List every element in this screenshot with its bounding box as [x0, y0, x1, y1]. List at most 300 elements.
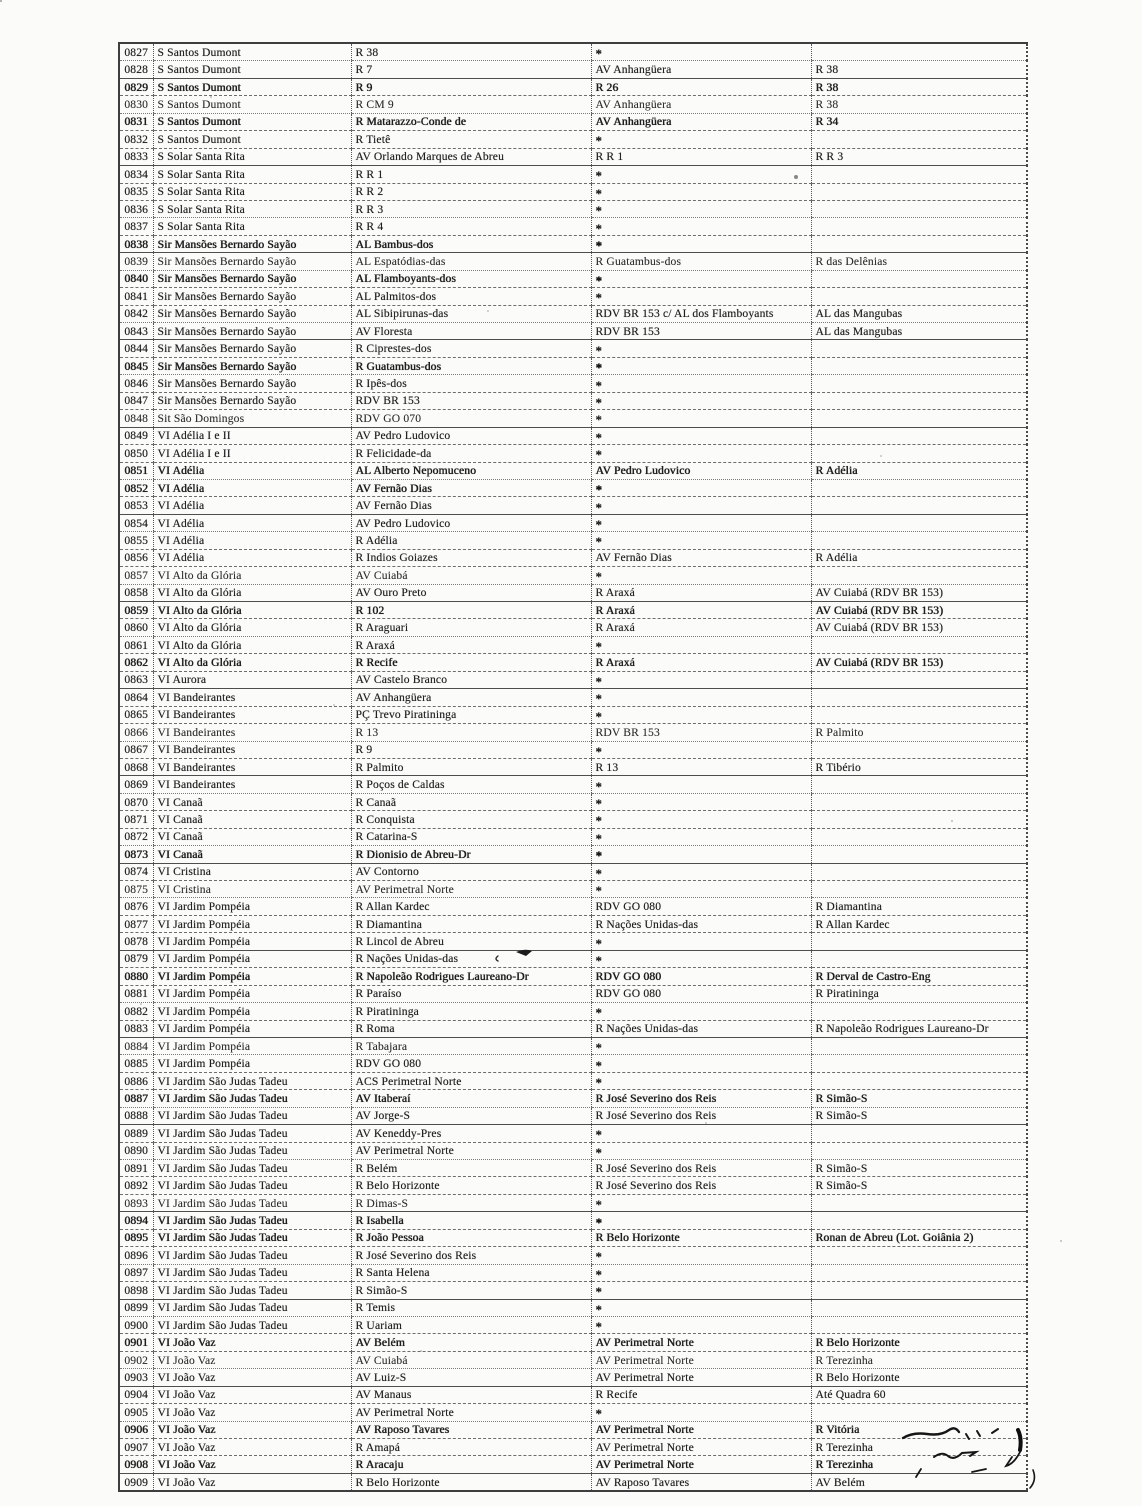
street-cell: AL Palmitos-dos — [351, 288, 591, 305]
cross-street-2-cell: R Simão-S — [811, 1160, 1027, 1177]
cross-street-1-cell — [591, 183, 811, 200]
table-row — [119, 950, 1027, 967]
sector-cell: S Santos Dumont — [153, 96, 351, 113]
cross-street-1-cell — [591, 811, 811, 828]
cross-street-1-cell: RDV GO 080 — [591, 968, 811, 985]
row-id-cell: 0848 — [119, 410, 153, 427]
cross-street-1-cell: AV Perimetral Norte — [591, 1421, 811, 1438]
cross-street-1-cell — [591, 288, 811, 305]
sector-cell: VI Jardim São Judas Tadeu — [153, 1177, 351, 1194]
cross-street-2-cell — [811, 131, 1027, 148]
sector-cell: Sir Mansões Bernardo Sayão — [153, 235, 351, 252]
empty-marker: * — [595, 1057, 603, 1073]
table-row — [119, 1264, 1027, 1281]
sector-cell: VI Bandeirantes — [153, 741, 351, 758]
empty-marker: * — [595, 534, 603, 550]
cross-street-2-cell — [811, 166, 1027, 183]
street-cell: R Araxá — [351, 636, 591, 653]
cross-street-1-cell: R José Severino dos Reis — [591, 1177, 811, 1194]
table-row — [119, 706, 1027, 723]
cross-street-1-cell: AV Anhangüera — [591, 113, 811, 130]
row-id-cell: 0870 — [119, 793, 153, 810]
row-id-cell: 0846 — [119, 375, 153, 392]
table-row — [119, 915, 1027, 932]
cross-street-1-cell: AV Raposo Tavares — [591, 1473, 811, 1491]
sector-cell: VI Jardim Pompéia — [153, 915, 351, 932]
row-id-cell: 0889 — [119, 1125, 153, 1142]
cross-street-2-cell — [811, 950, 1027, 967]
sector-cell: VI Adélia — [153, 479, 351, 496]
street-cell: R 9 — [351, 741, 591, 758]
sector-cell: VI Jardim São Judas Tadeu — [153, 1107, 351, 1124]
cross-street-2-cell: R Napoleão Rodrigues Laureano-Dr — [811, 1020, 1027, 1037]
cross-street-2-cell: R Vitória — [811, 1421, 1027, 1438]
cross-street-2-cell: R Allan Kardec — [811, 915, 1027, 932]
row-id-cell: 0887 — [119, 1090, 153, 1107]
sector-cell: VI Adélia — [153, 549, 351, 566]
sector-cell: Sir Mansões Bernardo Sayão — [153, 270, 351, 287]
cross-street-2-cell: AL das Mangubas — [811, 305, 1027, 322]
row-id-cell: 0907 — [119, 1439, 153, 1456]
cross-street-2-cell: R Adélia — [811, 462, 1027, 479]
cross-street-2-cell: R Belo Horizonte — [811, 1334, 1027, 1351]
table-row — [119, 828, 1027, 845]
table-row — [119, 1369, 1027, 1386]
street-cell: R Tabajara — [351, 1037, 591, 1054]
sector-cell: VI Bandeirantes — [153, 758, 351, 775]
street-cell: PÇ Trevo Piratininga — [351, 706, 591, 723]
street-cell: R Dionisio de Abreu-Dr — [351, 846, 591, 863]
row-id-cell: 0877 — [119, 915, 153, 932]
cross-street-2-cell: R 34 — [811, 113, 1027, 130]
row-id-cell: 0869 — [119, 776, 153, 793]
table-row — [119, 1107, 1027, 1124]
cross-street-1-cell — [591, 1003, 811, 1020]
sector-cell: S Solar Santa Rita — [153, 218, 351, 235]
table-row — [119, 375, 1027, 392]
street-cell: AV Perimetral Norte — [351, 881, 591, 898]
table-row — [119, 1142, 1027, 1159]
cross-street-2-cell: AV Cuiabá (RDV BR 153) — [811, 619, 1027, 636]
street-cell: AV Pedro Ludovico — [351, 514, 591, 531]
table-row — [119, 1160, 1027, 1177]
empty-marker: * — [595, 412, 603, 428]
table-row — [119, 619, 1027, 636]
table-row — [119, 532, 1027, 549]
street-cell: R Isabella — [351, 1212, 591, 1229]
row-id-cell: 0900 — [119, 1316, 153, 1333]
table-row — [119, 776, 1027, 793]
sector-cell: VI Jardim Pompéia — [153, 1003, 351, 1020]
table-row — [119, 1299, 1027, 1316]
row-id-cell: 0829 — [119, 78, 153, 95]
row-id-cell: 0827 — [119, 43, 153, 61]
cross-street-1-cell: R Araxá — [591, 584, 811, 601]
table-row — [119, 1351, 1027, 1368]
cross-street-1-cell — [591, 357, 811, 374]
cross-street-2-cell — [811, 235, 1027, 252]
row-id-cell: 0880 — [119, 968, 153, 985]
empty-marker: * — [595, 46, 603, 61]
row-id-cell: 0861 — [119, 636, 153, 653]
sector-cell: VI Jardim Pompéia — [153, 968, 351, 985]
table-row — [119, 200, 1027, 217]
row-id-cell: 0836 — [119, 200, 153, 217]
row-id-cell: 0893 — [119, 1194, 153, 1211]
cross-street-2-cell — [811, 1194, 1027, 1211]
row-id-cell: 0902 — [119, 1351, 153, 1368]
street-cell: AL Sibipirunas-das — [351, 305, 591, 322]
cross-street-1-cell — [591, 270, 811, 287]
empty-marker: * — [595, 482, 603, 497]
cross-street-2-cell — [811, 741, 1027, 758]
sector-cell: VI João Vaz — [153, 1386, 351, 1403]
empty-marker: * — [595, 272, 603, 288]
street-cell: AL Bambus-dos — [351, 235, 591, 252]
row-id-cell: 0857 — [119, 567, 153, 584]
cross-street-2-cell — [811, 183, 1027, 200]
cross-street-1-cell — [591, 1037, 811, 1054]
cross-street-1-cell — [591, 166, 811, 183]
sector-cell: VI Jardim Pompéia — [153, 1020, 351, 1037]
sector-cell: VI Jardim São Judas Tadeu — [153, 1072, 351, 1089]
cross-street-2-cell — [811, 43, 1027, 61]
row-id-cell: 0847 — [119, 392, 153, 409]
empty-marker: * — [595, 1075, 603, 1090]
street-cell: R Canaã — [351, 793, 591, 810]
sector-cell: VI Jardim São Judas Tadeu — [153, 1316, 351, 1333]
cross-street-2-cell: R 38 — [811, 78, 1027, 95]
cross-street-1-cell — [591, 1212, 811, 1229]
cross-street-1-cell: R Nações Unidas-das — [591, 915, 811, 932]
empty-marker: * — [595, 1301, 603, 1317]
cross-street-1-cell — [591, 445, 811, 462]
cross-street-2-cell — [811, 706, 1027, 723]
cross-street-2-cell: R Terezinha — [811, 1439, 1027, 1456]
empty-marker: * — [595, 1005, 603, 1020]
sector-cell: S Santos Dumont — [153, 113, 351, 130]
cross-street-1-cell — [591, 200, 811, 217]
cross-street-1-cell: R José Severino dos Reis — [591, 1090, 811, 1107]
row-id-cell: 0881 — [119, 985, 153, 1002]
street-cell: R Matarazzo-Conde de — [351, 113, 591, 130]
street-cell: R 9 — [351, 78, 591, 95]
sector-cell: VI Bandeirantes — [153, 776, 351, 793]
cross-street-1-cell — [591, 514, 811, 531]
cross-street-1-cell: R José Severino dos Reis — [591, 1107, 811, 1124]
sector-cell: Sir Mansões Bernardo Sayão — [153, 375, 351, 392]
street-cell: AV Jorge-S — [351, 1107, 591, 1124]
row-id-cell: 0908 — [119, 1456, 153, 1473]
cross-street-2-cell — [811, 1404, 1027, 1421]
street-cell: R 7 — [351, 61, 591, 78]
cross-street-1-cell: AV Perimetral Norte — [591, 1369, 811, 1386]
table-row — [119, 253, 1027, 270]
sector-cell: Sir Mansões Bernardo Sayão — [153, 323, 351, 340]
street-cell: AV Contorno — [351, 863, 591, 880]
table-row — [119, 235, 1027, 252]
street-cell: R Recife — [351, 654, 591, 671]
table-row — [119, 1055, 1027, 1072]
cross-street-1-cell — [591, 741, 811, 758]
cross-street-1-cell: R Guatambus-dos — [591, 253, 811, 270]
cross-street-1-cell: R R 1 — [591, 148, 811, 165]
cross-street-2-cell — [811, 811, 1027, 828]
sector-cell: Sir Mansões Bernardo Sayão — [153, 392, 351, 409]
table-row — [119, 61, 1027, 78]
cross-street-2-cell — [811, 933, 1027, 950]
street-cell: AV Raposo Tavares — [351, 1421, 591, 1438]
sector-cell: VI Canaã — [153, 793, 351, 810]
row-id-cell: 0851 — [119, 462, 153, 479]
table-row — [119, 410, 1027, 427]
street-cell: R Conquista — [351, 811, 591, 828]
empty-marker: * — [595, 377, 603, 393]
row-id-cell: 0828 — [119, 61, 153, 78]
sector-cell: S Solar Santa Rita — [153, 200, 351, 217]
table-row — [119, 1072, 1027, 1089]
cross-street-1-cell — [591, 567, 811, 584]
street-cell: R R 1 — [351, 166, 591, 183]
row-id-cell: 0883 — [119, 1020, 153, 1037]
table-row — [119, 96, 1027, 113]
row-id-cell: 0864 — [119, 689, 153, 706]
cross-street-2-cell — [811, 410, 1027, 427]
sector-cell: S Santos Dumont — [153, 43, 351, 61]
row-id-cell: 0860 — [119, 619, 153, 636]
empty-marker: * — [595, 830, 603, 846]
sector-cell: Sir Mansões Bernardo Sayão — [153, 357, 351, 374]
cross-street-2-cell: R Tibério — [811, 758, 1027, 775]
cross-street-1-cell — [591, 950, 811, 967]
cross-street-1-cell — [591, 392, 811, 409]
street-cell: R Guatambus-dos — [351, 357, 591, 374]
sector-cell: VI João Vaz — [153, 1351, 351, 1368]
cross-street-2-cell: AL das Mangubas — [811, 323, 1027, 340]
empty-marker: * — [595, 691, 603, 707]
table-row — [119, 288, 1027, 305]
street-cell: AV Itaberaí — [351, 1090, 591, 1107]
sector-cell: VI Jardim São Judas Tadeu — [153, 1160, 351, 1177]
street-cell: R Paraíso — [351, 985, 591, 1002]
row-id-cell: 0866 — [119, 724, 153, 741]
street-cell: AV Anhangüera — [351, 689, 591, 706]
empty-marker: * — [595, 865, 603, 881]
cross-street-1-cell: R José Severino dos Reis — [591, 1160, 811, 1177]
street-cell: R Nações Unidas-das — [351, 950, 591, 967]
row-id-cell: 0868 — [119, 758, 153, 775]
street-cell: AV Orlando Marques de Abreu — [351, 148, 591, 165]
empty-marker: * — [595, 952, 603, 968]
street-cell: AL Alberto Nepomuceno — [351, 462, 591, 479]
cross-street-1-cell — [591, 479, 811, 496]
table-row — [119, 985, 1027, 1002]
street-cell: AV Castelo Branco — [351, 671, 591, 688]
empty-marker: * — [595, 1249, 603, 1265]
row-id-cell: 0852 — [119, 479, 153, 496]
sector-cell: VI Jardim São Judas Tadeu — [153, 1090, 351, 1107]
row-id-cell: 0876 — [119, 898, 153, 915]
street-cell: R Lincol de Abreu — [351, 933, 591, 950]
cross-street-1-cell — [591, 1299, 811, 1316]
cross-street-1-cell — [591, 375, 811, 392]
cross-street-2-cell: R Diamantina — [811, 898, 1027, 915]
row-id-cell: 0882 — [119, 1003, 153, 1020]
cross-street-1-cell — [591, 881, 811, 898]
cross-street-2-cell: AV Cuiabá (RDV BR 153) — [811, 602, 1027, 619]
empty-marker: * — [595, 203, 603, 218]
table-row — [119, 43, 1027, 61]
table-row — [119, 724, 1027, 741]
row-id-cell: 0884 — [119, 1037, 153, 1054]
sector-cell: VI Bandeirantes — [153, 724, 351, 741]
row-id-cell: 0879 — [119, 950, 153, 967]
sector-cell: VI Adélia — [153, 532, 351, 549]
table-row — [119, 131, 1027, 148]
cross-street-2-cell — [811, 1055, 1027, 1072]
cross-street-2-cell: R Piratininga — [811, 985, 1027, 1002]
cross-street-2-cell — [811, 427, 1027, 444]
cross-street-2-cell — [811, 1125, 1027, 1142]
sector-cell: VI Jardim São Judas Tadeu — [153, 1125, 351, 1142]
cross-street-2-cell: AV Cuiabá (RDV BR 153) — [811, 654, 1027, 671]
row-id-cell: 0892 — [119, 1177, 153, 1194]
street-cell: ACS Perimetral Norte — [351, 1072, 591, 1089]
cross-street-2-cell: R 38 — [811, 61, 1027, 78]
cross-street-2-cell — [811, 479, 1027, 496]
sector-cell: VI Alto da Glória — [153, 619, 351, 636]
table-row — [119, 636, 1027, 653]
sector-cell: Sit São Domingos — [153, 410, 351, 427]
sector-cell: VI Jardim São Judas Tadeu — [153, 1282, 351, 1299]
cross-street-2-cell: R Simão-S — [811, 1090, 1027, 1107]
cross-street-2-cell — [811, 1282, 1027, 1299]
table-row — [119, 1334, 1027, 1351]
table-row — [119, 793, 1027, 810]
street-cell: AV Keneddy-Pres — [351, 1125, 591, 1142]
sector-cell: VI Jardim São Judas Tadeu — [153, 1264, 351, 1281]
sector-cell: S Santos Dumont — [153, 131, 351, 148]
table-row — [119, 811, 1027, 828]
row-id-cell: 0867 — [119, 741, 153, 758]
sector-cell: VI João Vaz — [153, 1473, 351, 1491]
sector-cell: VI Jardim São Judas Tadeu — [153, 1299, 351, 1316]
cross-street-1-cell: AV Fernão Dias — [591, 549, 811, 566]
row-id-cell: 0854 — [119, 514, 153, 531]
cross-street-1-cell: AV Perimetral Norte — [591, 1456, 811, 1473]
row-id-cell: 0850 — [119, 445, 153, 462]
table-row — [119, 1386, 1027, 1403]
empty-marker: * — [595, 813, 603, 829]
sector-cell: VI Alto da Glória — [153, 636, 351, 653]
table-row — [119, 1212, 1027, 1229]
cross-street-1-cell: RDV BR 153 — [591, 323, 811, 340]
street-cell: R Amapá — [351, 1439, 591, 1456]
table-row — [119, 1194, 1027, 1211]
sector-cell: VI Alto da Glória — [153, 584, 351, 601]
table-row — [119, 78, 1027, 95]
street-cell: R Roma — [351, 1020, 591, 1037]
cross-street-2-cell: R Palmito — [811, 724, 1027, 741]
row-id-cell: 0896 — [119, 1247, 153, 1264]
row-id-cell: 0844 — [119, 340, 153, 357]
table-row — [119, 1473, 1027, 1491]
cross-street-1-cell — [591, 933, 811, 950]
table-row — [119, 462, 1027, 479]
cross-street-2-cell — [811, 1264, 1027, 1281]
cross-street-1-cell — [591, 671, 811, 688]
street-cell: R Dimas-S — [351, 1194, 591, 1211]
cross-street-2-cell — [811, 340, 1027, 357]
table-row — [119, 183, 1027, 200]
row-id-cell: 0899 — [119, 1299, 153, 1316]
row-id-cell: 0894 — [119, 1212, 153, 1229]
empty-marker: * — [595, 743, 603, 759]
table-row — [119, 1439, 1027, 1456]
table-row — [119, 881, 1027, 898]
sector-cell: VI Jardim São Judas Tadeu — [153, 1229, 351, 1246]
street-cell: R 13 — [351, 724, 591, 741]
cross-street-1-cell — [591, 1194, 811, 1211]
street-cell: R Simão-S — [351, 1282, 591, 1299]
row-id-cell: 0888 — [119, 1107, 153, 1124]
row-id-cell: 0835 — [119, 183, 153, 200]
sector-cell: S Solar Santa Rita — [153, 148, 351, 165]
cross-street-1-cell — [591, 793, 811, 810]
empty-marker: * — [595, 1144, 603, 1160]
cross-street-2-cell: R Simão-S — [811, 1107, 1027, 1124]
table-row — [119, 1177, 1027, 1194]
table-row — [119, 270, 1027, 287]
table-row — [119, 514, 1027, 531]
sector-cell: VI Jardim Pompéia — [153, 898, 351, 915]
cross-street-1-cell — [591, 131, 811, 148]
row-id-cell: 0834 — [119, 166, 153, 183]
cross-street-2-cell: Até Quadra 60 — [811, 1386, 1027, 1403]
street-cell: R Indios Goiazes — [351, 549, 591, 566]
cross-street-2-cell: R R 3 — [811, 148, 1027, 165]
empty-marker: * — [595, 848, 603, 864]
street-index-table-body — [119, 43, 1027, 1491]
sector-cell: VI Alto da Glória — [153, 602, 351, 619]
sector-cell: VI João Vaz — [153, 1421, 351, 1438]
table-row — [119, 933, 1027, 950]
table-row — [119, 305, 1027, 322]
cross-street-2-cell: R Derval de Castro-Eng — [811, 968, 1027, 985]
street-cell: R Temis — [351, 1299, 591, 1316]
empty-marker: * — [595, 517, 603, 532]
sector-cell: VI Canaã — [153, 828, 351, 845]
row-id-cell: 0839 — [119, 253, 153, 270]
street-cell: R R 2 — [351, 183, 591, 200]
row-id-cell: 0858 — [119, 584, 153, 601]
table-row — [119, 340, 1027, 357]
row-id-cell: 0841 — [119, 288, 153, 305]
street-cell: RDV BR 153 — [351, 392, 591, 409]
cross-street-2-cell: R Belo Horizonte — [811, 1369, 1027, 1386]
cross-street-1-cell: R Araxá — [591, 654, 811, 671]
empty-marker: * — [595, 883, 603, 898]
cross-street-2-cell — [811, 1037, 1027, 1054]
street-cell: AV Fernão Dias — [351, 479, 591, 496]
row-id-cell: 0901 — [119, 1334, 153, 1351]
cross-street-1-cell — [591, 1142, 811, 1159]
street-cell: AV Ouro Preto — [351, 584, 591, 601]
row-id-cell: 0855 — [119, 532, 153, 549]
cross-street-1-cell — [591, 218, 811, 235]
row-id-cell: 0905 — [119, 1404, 153, 1421]
table-row — [119, 863, 1027, 880]
